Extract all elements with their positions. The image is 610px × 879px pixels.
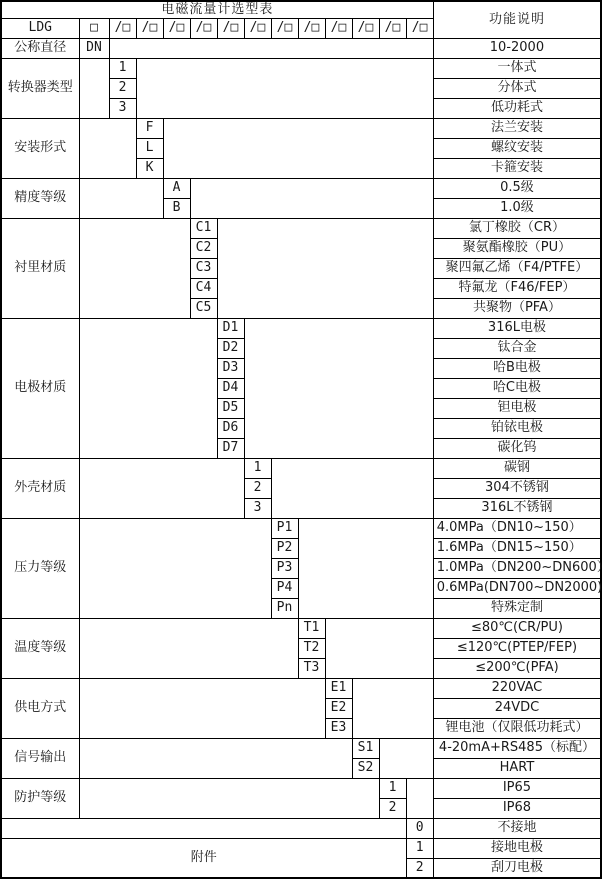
option-desc-cell: 10-2000 — [433, 38, 601, 58]
empty-span-cell — [298, 518, 433, 618]
option-code-cell: T3 — [298, 658, 325, 678]
model-slot-cell: /□ — [379, 18, 406, 38]
option-desc-cell: 4.0MPa（DN10~150） — [433, 518, 601, 538]
option-desc-cell: ≤200℃(PFA) — [433, 658, 601, 678]
empty-span-cell — [79, 618, 298, 678]
option-desc-cell: 聚氨酯橡胶（PU） — [433, 238, 601, 258]
model-slot-cell: /□ — [352, 18, 379, 38]
empty-span-cell — [325, 618, 433, 678]
option-code-cell: D4 — [217, 378, 244, 398]
option-row — [1, 738, 601, 758]
option-desc-cell: 哈C电极 — [433, 378, 601, 398]
category-label: 电极材质 — [1, 318, 79, 458]
option-desc-cell: 氯丁橡胶（CR） — [433, 218, 601, 238]
option-code-cell: F — [136, 118, 163, 138]
title-row — [1, 1, 601, 18]
option-code-cell: 0 — [406, 818, 433, 838]
option-desc-cell: 316L不锈钢 — [433, 498, 601, 518]
option-desc-cell: 法兰安装 — [433, 118, 601, 138]
option-row — [1, 818, 601, 838]
option-desc-cell: IP68 — [433, 798, 601, 818]
model-slot-cell: /□ — [271, 18, 298, 38]
option-desc-cell: IP65 — [433, 778, 601, 798]
option-code-cell: D2 — [217, 338, 244, 358]
model-slot-cell: /□ — [163, 18, 190, 38]
option-code-cell: C2 — [190, 238, 217, 258]
option-desc-cell: 4-20mA+RS485（标配） — [433, 738, 601, 758]
option-code-cell: 1 — [406, 838, 433, 858]
empty-span-cell — [79, 218, 190, 318]
model-slot-cell: /□ — [244, 18, 271, 38]
option-desc-cell: 316L电极 — [433, 318, 601, 338]
option-desc-cell: 特氟龙（F46/FEP） — [433, 278, 601, 298]
option-code-cell: D3 — [217, 358, 244, 378]
option-code-cell: P2 — [271, 538, 298, 558]
empty-span-cell — [406, 778, 433, 818]
function-column-header: 功能说明 — [433, 1, 601, 38]
option-desc-cell: 特殊定制 — [433, 598, 601, 618]
option-desc-cell: 304不锈钢 — [433, 478, 601, 498]
option-code-cell: 1 — [244, 458, 271, 478]
empty-span-cell — [79, 778, 379, 818]
category-label: 公称直径 — [1, 38, 79, 58]
option-row — [1, 838, 601, 858]
option-desc-cell: 螺纹安装 — [433, 138, 601, 158]
option-code-cell: D1 — [217, 318, 244, 338]
option-code-cell: A — [163, 178, 190, 198]
option-desc-cell: 1.0级 — [433, 198, 601, 218]
model-box-cell: □ — [79, 18, 109, 38]
empty-span-cell — [79, 738, 352, 778]
model-slot-cell: /□ — [217, 18, 244, 38]
option-code-cell: 1 — [379, 778, 406, 798]
option-desc-cell: HART — [433, 758, 601, 778]
option-desc-cell: 锂电池（仅限低功耗式） — [433, 718, 601, 738]
empty-span-cell — [190, 178, 433, 218]
option-desc-cell: 1.6MPa（DN15~150） — [433, 538, 601, 558]
category-label: 附件 — [1, 838, 406, 878]
empty-span-cell — [217, 218, 433, 318]
option-row — [1, 778, 601, 798]
empty-span-cell — [79, 178, 163, 218]
option-code-cell: P4 — [271, 578, 298, 598]
model-slot-cell: /□ — [190, 18, 217, 38]
empty-span-cell — [1, 818, 406, 838]
option-desc-cell: 接地电极 — [433, 838, 601, 858]
option-desc-cell: 一体式 — [433, 58, 601, 78]
empty-span-cell — [79, 678, 325, 738]
option-desc-cell: 24VDC — [433, 698, 601, 718]
option-desc-cell: 聚四氟乙烯（F4/PTFE） — [433, 258, 601, 278]
option-row — [1, 58, 601, 78]
option-code-cell: 2 — [406, 858, 433, 878]
option-desc-cell: 碳钢 — [433, 458, 601, 478]
empty-span-cell — [79, 458, 244, 518]
option-row — [1, 318, 601, 338]
category-label: 精度等级 — [1, 178, 79, 218]
model-prefix-cell: LDG — [1, 18, 79, 38]
empty-span-cell — [271, 458, 433, 518]
option-code-cell: 3 — [109, 98, 136, 118]
category-label: 外壳材质 — [1, 458, 79, 518]
category-label: 转换器类型 — [1, 58, 79, 118]
category-label: 温度等级 — [1, 618, 79, 678]
option-code-cell: DN — [79, 38, 109, 58]
option-row — [1, 178, 601, 198]
option-row — [1, 118, 601, 138]
empty-span-cell — [379, 738, 433, 778]
option-row — [1, 618, 601, 638]
empty-span-cell — [109, 38, 433, 58]
option-code-cell: 3 — [244, 498, 271, 518]
option-code-cell: 2 — [379, 798, 406, 818]
option-code-cell: Pn — [271, 598, 298, 618]
option-row — [1, 518, 601, 538]
option-desc-cell: 低功耗式 — [433, 98, 601, 118]
option-row — [1, 678, 601, 698]
option-desc-cell: 0.5级 — [433, 178, 601, 198]
option-code-cell: 1 — [109, 58, 136, 78]
option-desc-cell: 刮刀电极 — [433, 858, 601, 878]
option-code-cell: C5 — [190, 298, 217, 318]
option-code-cell: L — [136, 138, 163, 158]
category-label: 压力等级 — [1, 518, 79, 618]
category-label: 防护等级 — [1, 778, 79, 818]
option-code-cell: T1 — [298, 618, 325, 638]
option-code-cell: S1 — [352, 738, 379, 758]
empty-span-cell — [79, 118, 136, 178]
option-desc-cell: 220VAC — [433, 678, 601, 698]
empty-span-cell — [79, 318, 217, 458]
option-desc-cell: 碳化钨 — [433, 438, 601, 458]
option-desc-cell: 不接地 — [433, 818, 601, 838]
option-code-cell: C3 — [190, 258, 217, 278]
option-desc-cell: 钽电极 — [433, 398, 601, 418]
option-code-cell: S2 — [352, 758, 379, 778]
option-desc-cell: 铂铱电极 — [433, 418, 601, 438]
option-code-cell: E2 — [325, 698, 352, 718]
option-code-cell: D6 — [217, 418, 244, 438]
option-code-cell: D5 — [217, 398, 244, 418]
option-code-cell: B — [163, 198, 190, 218]
option-desc-cell: 1.0MPa（DN200~DN600） — [433, 558, 601, 578]
option-code-cell: K — [136, 158, 163, 178]
option-desc-cell: 0.6MPa(DN700~DN2000) — [433, 578, 601, 598]
option-desc-cell: ≤120℃(PTEP/FEP) — [433, 638, 601, 658]
option-code-cell: P1 — [271, 518, 298, 538]
empty-span-cell — [244, 318, 433, 458]
option-code-cell: 2 — [109, 78, 136, 98]
option-code-cell: E1 — [325, 678, 352, 698]
option-code-cell: 2 — [244, 478, 271, 498]
option-row — [1, 38, 601, 58]
option-code-cell: D7 — [217, 438, 244, 458]
category-label: 信号输出 — [1, 738, 79, 778]
option-code-cell: P3 — [271, 558, 298, 578]
empty-span-cell — [79, 58, 109, 118]
option-desc-cell: 哈B电极 — [433, 358, 601, 378]
model-slot-cell: /□ — [298, 18, 325, 38]
empty-span-cell — [352, 678, 433, 738]
option-code-cell: C1 — [190, 218, 217, 238]
option-code-cell: T2 — [298, 638, 325, 658]
option-desc-cell: 分体式 — [433, 78, 601, 98]
model-slot-cell: /□ — [406, 18, 433, 38]
category-label: 安装形式 — [1, 118, 79, 178]
table-title: 电磁流量计选型表 — [1, 1, 433, 18]
empty-span-cell — [163, 118, 433, 178]
option-row — [1, 458, 601, 478]
category-label: 衬里材质 — [1, 218, 79, 318]
model-slot-cell: /□ — [109, 18, 136, 38]
empty-span-cell — [79, 518, 271, 618]
option-desc-cell: ≤80℃(CR/PU) — [433, 618, 601, 638]
model-slot-cell: /□ — [136, 18, 163, 38]
option-desc-cell: 卡箍安装 — [433, 158, 601, 178]
category-label: 供电方式 — [1, 678, 79, 738]
option-desc-cell: 共聚物（PFA） — [433, 298, 601, 318]
model-slot-cell: /□ — [325, 18, 352, 38]
empty-span-cell — [136, 58, 433, 118]
option-row — [1, 218, 601, 238]
option-desc-cell: 钛合金 — [433, 338, 601, 358]
option-code-cell: E3 — [325, 718, 352, 738]
option-code-cell: C4 — [190, 278, 217, 298]
